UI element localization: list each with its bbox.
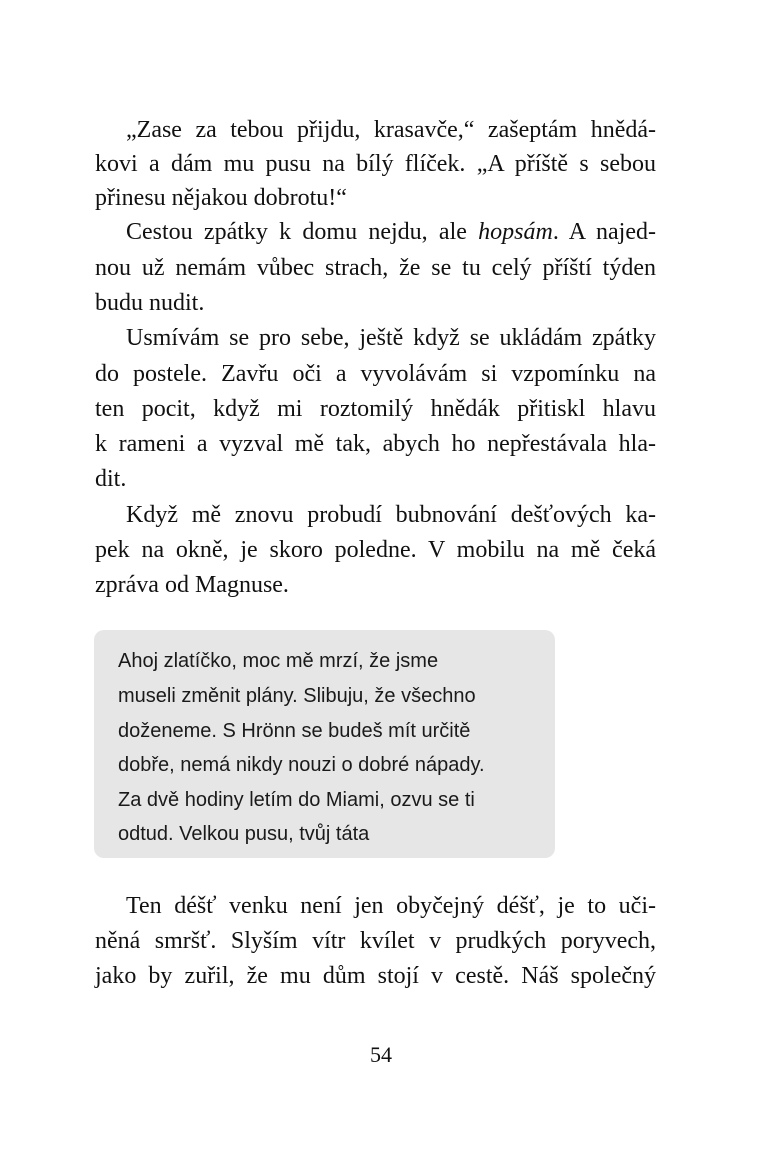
paragraph-1-line-3: přinesu nějakou dobrotu!“ — [95, 185, 347, 211]
paragraph-3-line-4: k rameni a vyzval mě tak, abych ho nepřestávala hla- — [95, 431, 656, 457]
message-line-4: dobře, nemá nikdy nouzi o dobré nápady. — [118, 754, 485, 776]
paragraph-1-line-2: kovi a dám mu pusu na bílý flíček. „A příště s sebou — [95, 151, 656, 177]
paragraph-4-line-1: Když mě znovu probudí bubnování dešťových ka- — [126, 502, 656, 528]
paragraph-3-line-1: Usmívám se pro sebe, ještě když se ukládám zpátky — [126, 325, 656, 351]
paragraph-3-line-3: ten pocit, když mi roztomilý hnědák přitiskl hlavu — [95, 396, 656, 422]
paragraph-3-line-2: do postele. Zavřu oči a vyvolávám si vzpomínku na — [95, 361, 656, 387]
paragraph-2-line-2: nou už nemám vůbec strach, že se tu celý příští týden — [95, 255, 656, 281]
paragraph-3-line-5: dit. — [95, 466, 127, 492]
message-bubble — [94, 630, 555, 858]
paragraph-2-line-1-before: Cestou zpátky k domu nejdu, ale — [126, 219, 479, 245]
page-number: 54 — [370, 1042, 392, 1067]
paragraph-2-line-3: budu nudit. — [95, 290, 205, 316]
message-line-3: doženeme. S Hrönn se budeš mít určitě — [118, 720, 471, 742]
paragraph-2-line-1-after: . A najed- — [552, 219, 656, 245]
paragraph-4-line-2: pek na okně, je skoro poledne. V mobilu na mě čeká — [95, 537, 656, 563]
message-line-5: Za dvě hodiny letím do Miami, ozvu se ti — [118, 789, 475, 811]
message-line-2: museli změnit plány. Slibuju, že všechno — [118, 685, 476, 707]
paragraph-5-line-3: jako by zuřil, že mu dům stojí v cestě. Náš společný — [95, 963, 656, 989]
paragraph-5-line-2: něná smršť. Slyším vítr kvílet v prudkých poryvech, — [95, 928, 656, 954]
message-line-1: Ahoj zlatíčko, moc mě mrzí, že jsme — [118, 650, 439, 672]
paragraph-2-line-1 — [126, 214, 656, 250]
message-line-6: odtud. Velkou pusu, tvůj táta — [118, 823, 370, 845]
paragraph-1-line-1: „Zase za tebou přijdu, krasavče,“ zašeptám hnědá- — [126, 117, 656, 143]
paragraph-2-emphasis: hopsám — [478, 219, 553, 245]
paragraph-5-line-1: Ten déšť venku není jen obyčejný déšť, je to uči- — [126, 893, 656, 919]
paragraph-4-line-3: zpráva od Magnuse. — [95, 572, 289, 598]
